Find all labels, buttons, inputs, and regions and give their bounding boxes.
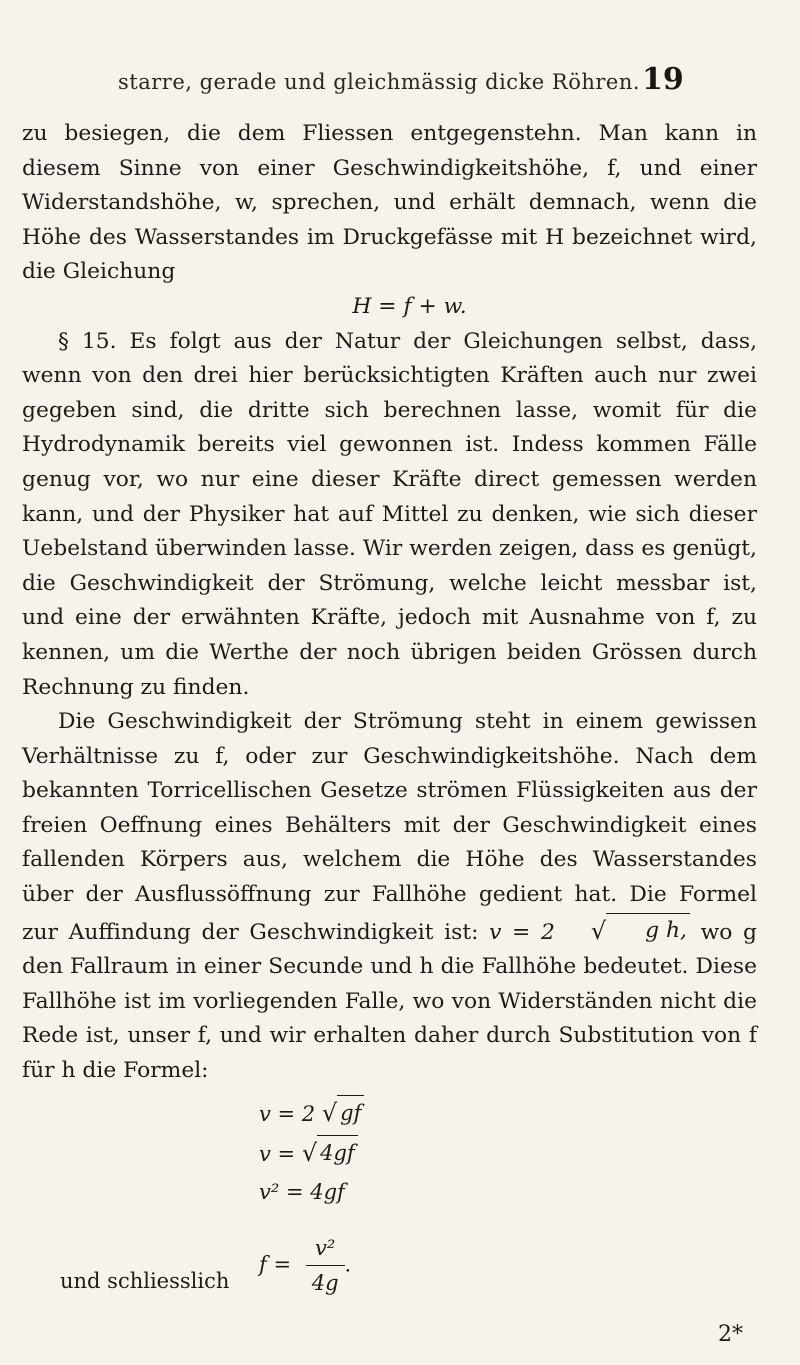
sqrt-sign-icon: √ <box>301 1138 318 1167</box>
formula-line-2-lhs: v = <box>259 1141 296 1166</box>
formula-line-1-radicand: gf <box>337 1095 364 1131</box>
formula-line-2-radicand: 4gf <box>317 1135 358 1171</box>
formula-line-3: v² = 4gf <box>259 1179 345 1204</box>
page-number: 19 <box>642 62 684 97</box>
formula-line-1-lhs: v = 2 <box>259 1101 316 1126</box>
page-header <box>118 62 684 102</box>
equation-h-f-w: H = f + w. <box>352 293 467 319</box>
formula-line-2-sqrt <box>302 1135 358 1171</box>
inline-formula-radicand: g h, <box>606 913 690 949</box>
formula-line-2 <box>259 1135 358 1172</box>
fraction-denominator: 4g <box>311 1271 339 1296</box>
paragraph-torricelli-part-a: Die Geschwindigkeit der Strömung steht in einem gewissen Verhältnisse zu f, oder zur Geschwindigkeitshöhe. Nach dem bekannten Torricellischen Gesetze strömen Flüssigkeiten aus der freien Oeffnung eines Behälters mit der Geschwindigkeit eines fallenden Körpers aus, welchem die Höhe des Wasserstandes über der Ausflussöffnung zur Fallhöhe gedient hat. Die Formel zur Auffindung der Geschwindigkeit ist: <box>22 709 757 945</box>
inline-formula-sqrt <box>555 913 690 949</box>
paragraph-torricelli-part-b: wo g den Fallraum in einer Secunde und h die Fallhöhe bedeutet. Diese Fallhöhe ist im vorliegenden Falle, wo von Widerständen nicht die Rede ist, unser f, und wir erhalten daher durch Substitution von f für h die Formel: <box>22 919 757 1084</box>
formula-line-4-lhs: f = <box>259 1252 292 1277</box>
sqrt-sign-icon: √ <box>590 916 607 945</box>
final-formula-label: und schliesslich <box>60 1268 230 1293</box>
formula-line-4-fraction <box>306 1231 345 1301</box>
formula-line-4 <box>259 1231 351 1301</box>
paragraph-1: zu besiegen, die dem Fliessen entgegenstehn. Man kann in diesem Sinne von einer Geschwindigkeitshöhe, f, und einer Widerstandshöhe, w, sprechen, und erhält demnach, wenn die Höhe des Wasserstandes im Druckgefässe mit H bezeichnet wird, die Gleichung <box>22 121 757 285</box>
formula-line-4-end: . <box>344 1252 352 1277</box>
formula-line-1 <box>259 1095 364 1132</box>
signature-mark: 2* <box>718 1322 743 1347</box>
formula-line-1-sqrt <box>322 1095 365 1131</box>
paragraph-section-15: § 15. Es folgt aus der Natur der Gleichungen selbst, dass, wenn von den drei hier berücksichtigten Kräften auch nur zwei gegeben sind, die dritte sich berechnen lasse, womit für die Hydrodynamik bereits viel gewonnen ist. Indess kommen Fälle genug vor, wo nur eine dieser Kräfte direct gemessen werden kann, und der Physiker hat auf Mittel zu denken, wie sich dieser Uebelstand überwinden lasse. Wir werden zeigen, dass es genügt, die Geschwindigkeit der Strömung, welche leicht messbar ist, und eine der erwähnten Kräfte, jedoch mit Ausnahme von f, zu kennen, um die Werthe der noch übrigen beiden Grössen durch Rechnung zu finden. <box>22 328 757 700</box>
body-text <box>22 117 757 1309</box>
running-head: starre, gerade und gleichmässig dicke Röhren. <box>118 70 641 94</box>
formula-block <box>22 1095 757 1309</box>
inline-formula-lhs: v = 2 <box>489 919 555 945</box>
sqrt-sign-icon: √ <box>321 1098 338 1127</box>
paragraph-torricelli <box>22 705 757 1089</box>
fraction-numerator: v² <box>306 1231 345 1267</box>
